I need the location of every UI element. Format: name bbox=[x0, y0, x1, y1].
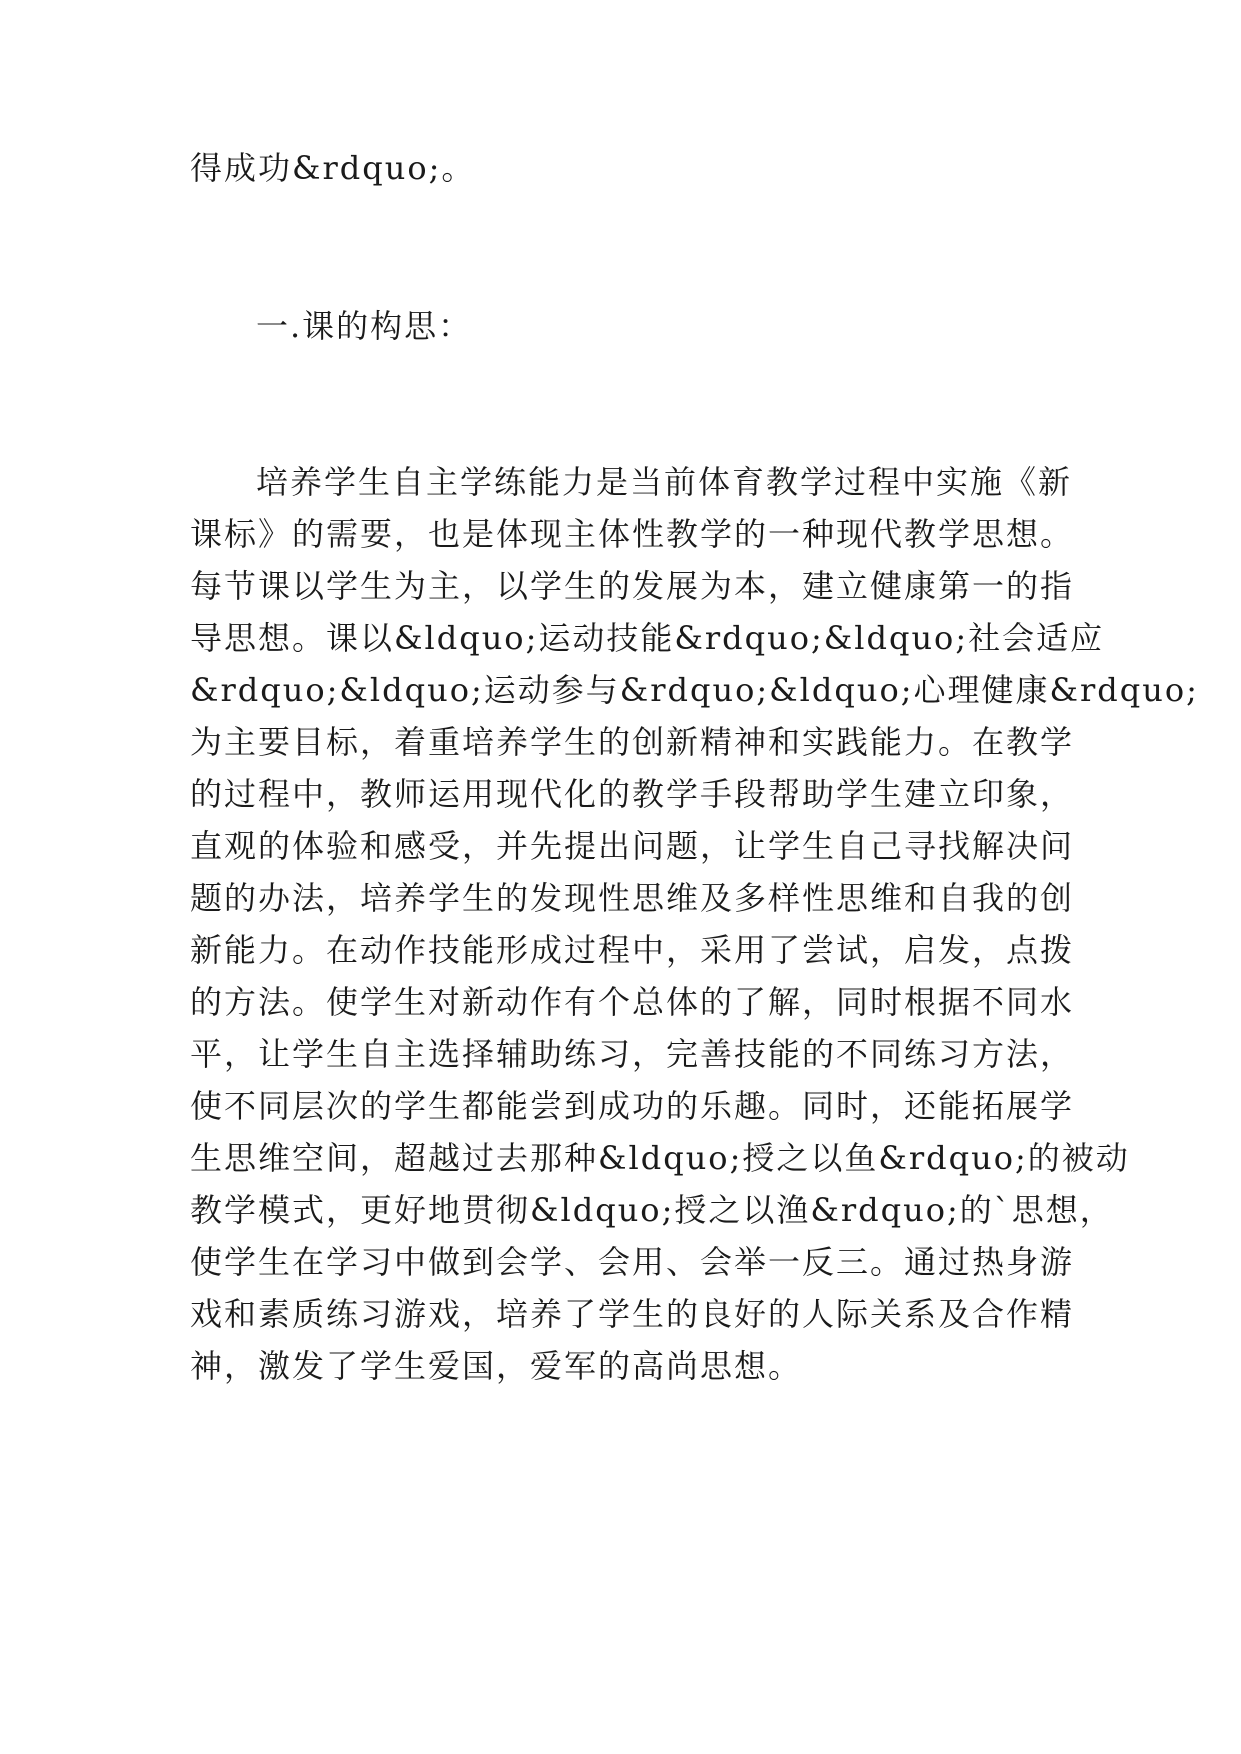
paragraph-line: 每节课以学生为主，以学生的发展为本，建立健康第一的指 bbox=[190, 567, 1075, 605]
paragraph-line: 直观的体验和感受，并先提出问题，让学生自己寻找解决问 bbox=[190, 827, 1075, 865]
paragraph-line: 题的办法，培养学生的发现性思维及多样性思维和自我的创 bbox=[190, 879, 1075, 917]
paragraph-line: 的方法。使学生对新动作有个总体的了解，同时根据不同水 bbox=[190, 983, 1075, 1021]
paragraph-line: 导思想。课以&ldquo;运动技能&rdquo;&ldquo;社会适应 bbox=[190, 619, 1105, 657]
continuation-line: 得成功&rdquo;。 bbox=[190, 149, 476, 187]
paragraph-line: 使不同层次的学生都能尝到成功的乐趣。同时，还能拓展学 bbox=[190, 1087, 1075, 1125]
paragraph-line: 使学生在学习中做到会学、会用、会举一反三。通过热身游 bbox=[190, 1243, 1075, 1281]
paragraph-line: 为主要目标，着重培养学生的创新精神和实践能力。在教学 bbox=[190, 723, 1075, 761]
paragraph-line: 课标》的需要，也是体现主体性教学的一种现代教学思想。 bbox=[190, 515, 1075, 553]
paragraph-line: 的过程中，教师运用现代化的教学手段帮助学生建立印象， bbox=[190, 775, 1075, 813]
section-heading: 一.课的构思： bbox=[256, 307, 473, 345]
paragraph-line: 生思维空间，超越过去那种&ldquo;授之以鱼&rdquo;的被动 bbox=[190, 1139, 1130, 1177]
paragraph-line: 新能力。在动作技能形成过程中，采用了尝试，启发，点拨 bbox=[190, 931, 1075, 969]
paragraph-line: 戏和素质练习游戏，培养了学生的良好的人际关系及合作精 bbox=[190, 1295, 1075, 1333]
paragraph-line: 神，激发了学生爱国，爱军的高尚思想。 bbox=[190, 1347, 803, 1385]
paragraph-line: &rdquo;&ldquo;运动参与&rdquo;&ldquo;心理健康&rdquo; bbox=[190, 671, 1199, 709]
paragraph-line: 教学模式，更好地贯彻&ldquo;授之以渔&rdquo;的`思想， bbox=[190, 1191, 1114, 1229]
paragraph-line: 平，让学生自主选择辅助练习，完善技能的不同练习方法， bbox=[190, 1035, 1075, 1073]
paragraph-line: 培养学生自主学练能力是当前体育教学过程中实施《新 bbox=[256, 463, 1073, 501]
